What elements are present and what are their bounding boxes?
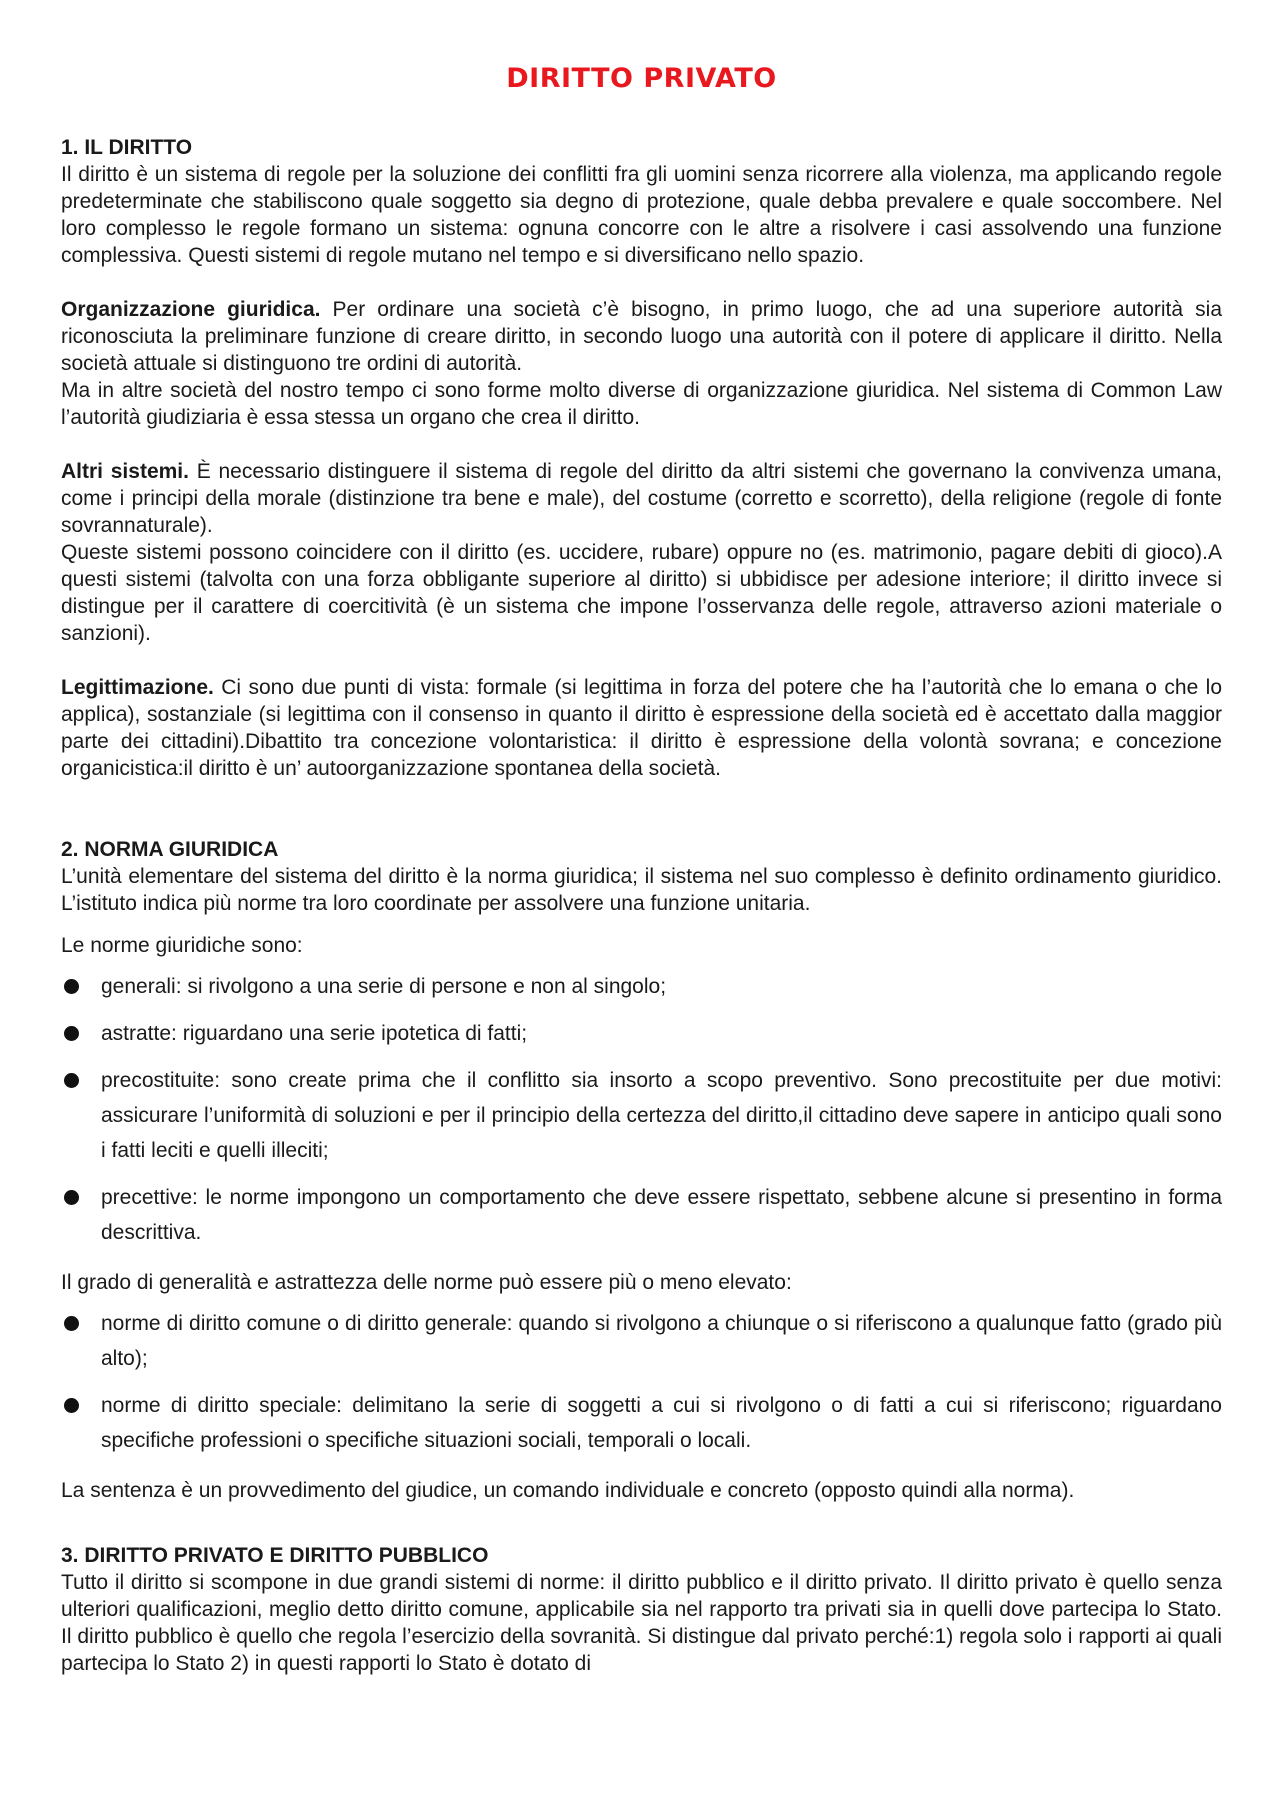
norme-grado-list: [61, 1306, 1222, 1458]
organizzazione-paragraph-2: Ma in altre società del nostro tempo ci sono forme molto diverse di organizzazione giuridica. Nel sistema di Common Law l’autorità giudiziaria è essa stessa un organo che crea il diritto.: [61, 379, 1222, 429]
section-3-text: Tutto il diritto si scompone in due grandi sistemi di norme: il diritto pubblico e il diritto privato. Il diritto privato è quello senza ulteriori qualificazioni, meglio detto diritto comune, applicabile sia nel rapporto tra privati sia in quelli dove partecipa lo Stato. Il diritto pubblico è quello che regola l’esercizio della sovranità. Si distingue dal privato perché:1) regola solo i rapporti ai quali partecipa lo Stato 2) in questi rapporti lo Stato è dotato di: [61, 1571, 1222, 1675]
section-1-heading: 1. IL DIRITTO: [61, 136, 193, 159]
altri-sistemi-paragraph: [61, 458, 1222, 539]
altri-sistemi-label: Altri sistemi.: [61, 460, 189, 483]
list-item: precostituite: sono create prima che il conflitto sia insorto a scopo preventivo. Sono precostituite per due motivi: assicurare l’uniformità di soluzioni e per il principio della certezza del diritto,il cittadino deve sapere in anticipo quali sono i fatti leciti e quelli illeciti;: [61, 1063, 1222, 1168]
organizzazione-paragraph: [61, 296, 1222, 377]
document-title: DIRITTO PRIVATO: [506, 63, 777, 94]
bullet-icon: [64, 1316, 79, 1331]
list-item: generali: si rivolgono a una serie di persone e non al singolo;: [61, 969, 1222, 1004]
list-item: astratte: riguardano una serie ipotetica di fatti;: [61, 1016, 1222, 1051]
bullet-icon: [64, 1026, 79, 1041]
section-3-heading: 3. DIRITTO PRIVATO E DIRITTO PUBBLICO: [61, 1544, 489, 1567]
organizzazione-label: Organizzazione giuridica.: [61, 298, 321, 321]
section-1-intro: Il diritto è un sistema di regole per la soluzione dei conflitti fra gli uomini senza ricorrere alla violenza, ma applicando regole predeterminate che stabiliscono quale soggetto sia degno di protezione, quale debba prevalere e quale soccombere. Nel loro complesso le regole formano un sistema: ognuna concorre con le altre a risolvere i casi assolvendo una funzione complessiva. Questi sistemi di regole mutano nel tempo e si diversificano nello spazio.: [61, 163, 1222, 267]
altri-sistemi-paragraph-2: Queste sistemi possono coincidere con il diritto (es. uccidere, rubare) oppure no (es. matrimonio, pagare debiti di gioco).A questi sistemi (talvolta con una forza obbligante superiore al diritto) si ubbidisce per adesione interiore; il diritto invece si distingue per il carattere di coercitività (è un sistema che impone l’osservanza delle regole, attraverso azioni materiale o sanzioni).: [61, 541, 1222, 645]
bullet-icon: [64, 979, 79, 994]
list-2-lead: Il grado di generalità e astrattezza delle norme può essere più o meno elevato:: [61, 1271, 792, 1294]
bullet-icon: [64, 1190, 79, 1205]
list-1-lead: Le norme giuridiche sono:: [61, 934, 303, 957]
legittimazione-label: Legittimazione.: [61, 676, 214, 699]
organizzazione-text: Per ordinare una società c’è bisogno, in primo luogo, che ad una superiore autorità sia riconosciuta la preliminare funzione di creare diritto, in secondo luogo una autorità con il potere di applicare il diritto. Nella società attuale si distinguono tre ordini di autorità.: [61, 298, 1222, 375]
bullet-icon: [64, 1398, 79, 1413]
list-item: norme di diritto comune o di diritto generale: quando si rivolgono a chiunque o si riferiscono a qualunque fatto (grado più alto);: [61, 1306, 1222, 1376]
list-item: precettive: le norme impongono un comportamento che deve essere rispettato, sebbene alcune si presentino in forma descrittiva.: [61, 1180, 1222, 1250]
legittimazione-text: Ci sono due punti di vista: formale (si legittima in forza del potere che ha l’autorità che lo emana o che lo applica), sostanziale (si legittima con il consenso in quanto il diritto è espressione della società ed è accettato dalla maggior parte dei cittadini).Dibattito tra concezione volontaristica: il diritto è espressione della volontà sovrana; e concezione organicistica:il diritto è un’ autoorganizzazione spontanea della società.: [61, 676, 1222, 780]
list-item: norme di diritto speciale: delimitano la serie di soggetti a cui si rivolgono o di fatti a cui si riferiscono; riguardano specifiche professioni o specifiche situazioni sociali, temporali o locali.: [61, 1388, 1222, 1458]
norme-characteristics-list: [61, 969, 1222, 1250]
altri-sistemi-text: È necessario distinguere il sistema di regole del diritto da altri sistemi che governano la convivenza umana, come i principi della morale (distinzione tra bene e male), del costume (corretto e scorretto), della religione (regole di fonte sovrannaturale).: [61, 460, 1222, 537]
legittimazione-paragraph: [61, 674, 1222, 782]
section-2-heading: 2. NORMA GIURIDICA: [61, 838, 279, 861]
bullet-icon: [64, 1073, 79, 1088]
sentenza-paragraph: La sentenza è un provvedimento del giudice, un comando individuale e concreto (opposto quindi alla norma).: [61, 1479, 1075, 1502]
document-page: [61, 0, 1222, 1677]
section-2-intro: L’unità elementare del sistema del diritto è la norma giuridica; il sistema nel suo complesso è definito ordinamento giuridico. L’istituto indica più norme tra loro coordinate per assolvere una funzione unitaria.: [61, 865, 1222, 915]
